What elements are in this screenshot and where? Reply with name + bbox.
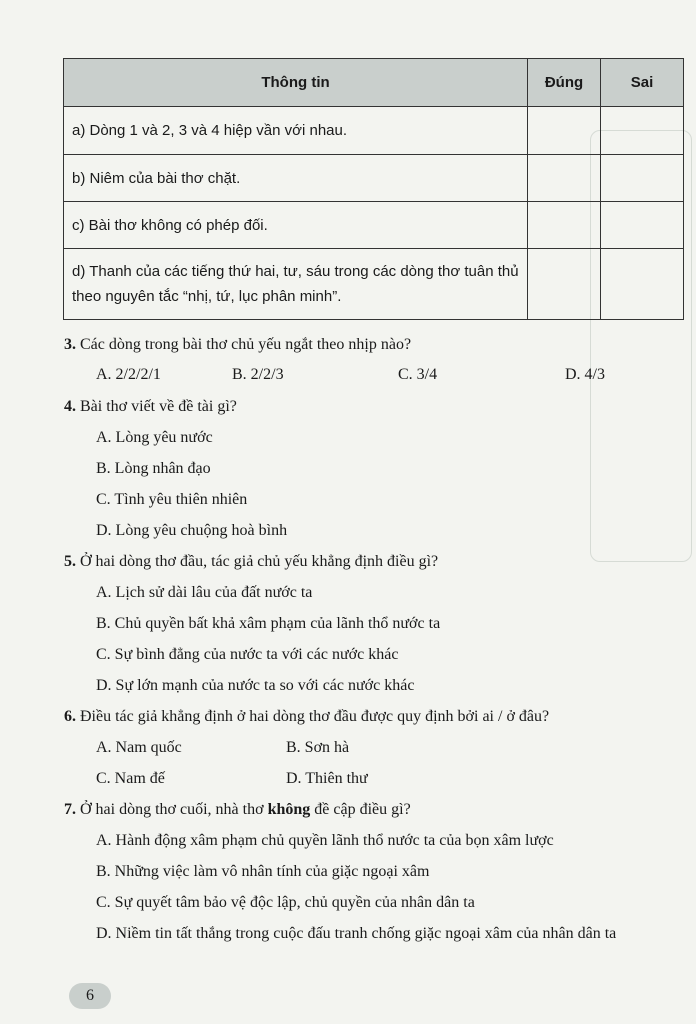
q6-option-c[interactable]: C. Nam đế	[96, 770, 165, 787]
row-statement: c) Bài thơ không có phép đối.	[64, 202, 528, 249]
q6-option-b[interactable]: B. Sơn hà	[286, 739, 350, 756]
row-statement: d) Thanh của các tiếng thứ hai, tư, sáu trong các dòng thơ tuân thủ theo nguyên tắc “nhị, tứ, lục phân minh”.	[64, 249, 528, 320]
q5-option-a[interactable]: A. Lịch sử dài lâu của đất nước ta	[96, 584, 313, 601]
question-text: Các dòng trong bài thơ chủ yếu ngắt theo nhịp nào?	[80, 336, 412, 353]
q6-option-a[interactable]: A. Nam quốc	[96, 739, 182, 756]
question-text-after: đề cập điều gì?	[310, 801, 411, 818]
q7-option-a[interactable]: A. Hành động xâm phạm chủ quyền lãnh thổ nước ta của bọn xâm lược	[96, 832, 554, 849]
q3-option-a[interactable]: A. 2/2/2/1	[96, 366, 161, 383]
question-6	[64, 708, 549, 726]
question-text: Ở hai dòng thơ đầu, tác giả chủ yếu khẳng định điều gì?	[80, 553, 439, 570]
question-4	[64, 398, 237, 416]
question-text: Điều tác giả khẳng định ở hai dòng thơ đầu được quy định bởi ai / ở đâu?	[80, 708, 550, 725]
page-number: 6	[69, 983, 111, 1009]
sai-cell[interactable]	[601, 107, 684, 155]
row-statement: b) Niêm của bài thơ chặt.	[64, 155, 528, 202]
q5-option-d[interactable]: D. Sự lớn mạnh của nước ta so với các nước khác	[96, 677, 415, 694]
dung-cell[interactable]	[528, 155, 601, 202]
dung-cell[interactable]	[528, 107, 601, 155]
question-number: 4.	[64, 398, 76, 415]
info-table	[63, 58, 684, 320]
question-number: 7.	[64, 801, 76, 818]
q4-option-d[interactable]: D. Lòng yêu chuộng hoà bình	[96, 522, 288, 539]
q3-option-b[interactable]: B. 2/2/3	[232, 366, 284, 383]
question-7	[64, 801, 411, 819]
question-text-bold: không	[267, 801, 311, 818]
header-dung: Đúng	[528, 59, 601, 107]
sai-cell[interactable]	[601, 155, 684, 202]
q4-option-c[interactable]: C. Tình yêu thiên nhiên	[96, 491, 248, 508]
q6-option-d[interactable]: D. Thiên thư	[286, 770, 368, 787]
q7-option-b[interactable]: B. Những việc làm vô nhân tính của giặc ngoại xâm	[96, 863, 430, 880]
header-sai: Sai	[601, 59, 684, 107]
q5-option-b[interactable]: B. Chủ quyền bất khả xâm phạm của lãnh thổ nước ta	[96, 615, 441, 632]
table-row	[64, 155, 684, 202]
question-text-before: Ở hai dòng thơ cuối, nhà thơ	[80, 801, 268, 818]
q3-option-d[interactable]: D. 4/3	[565, 366, 605, 383]
q4-option-a[interactable]: A. Lòng yêu nước	[96, 429, 213, 446]
header-thong-tin: Thông tin	[64, 59, 528, 107]
row-statement: a) Dòng 1 và 2, 3 và 4 hiệp vần với nhau.	[64, 107, 528, 155]
q7-option-d[interactable]: D. Niềm tin tất thắng trong cuộc đấu tranh chống giặc ngoại xâm của nhân dân ta	[96, 925, 617, 942]
q7-option-c[interactable]: C. Sự quyết tâm bảo vệ độc lập, chủ quyền của nhân dân ta	[96, 894, 475, 911]
question-number: 5.	[64, 553, 76, 570]
q5-option-c[interactable]: C. Sự bình đẳng của nước ta với các nước khác	[96, 646, 399, 663]
dung-cell[interactable]	[528, 249, 601, 320]
sai-cell[interactable]	[601, 202, 684, 249]
dung-cell[interactable]	[528, 202, 601, 249]
q3-option-c[interactable]: C. 3/4	[398, 366, 438, 383]
table-row	[64, 249, 684, 320]
q4-option-b[interactable]: B. Lòng nhân đạo	[96, 460, 211, 477]
table-row	[64, 202, 684, 249]
question-3	[64, 336, 411, 354]
question-5	[64, 553, 438, 571]
sai-cell[interactable]	[601, 249, 684, 320]
table-row	[64, 107, 684, 155]
question-number: 6.	[64, 708, 76, 725]
question-text: Bài thơ viết về đề tài gì?	[80, 398, 237, 415]
question-number: 3.	[64, 336, 76, 353]
